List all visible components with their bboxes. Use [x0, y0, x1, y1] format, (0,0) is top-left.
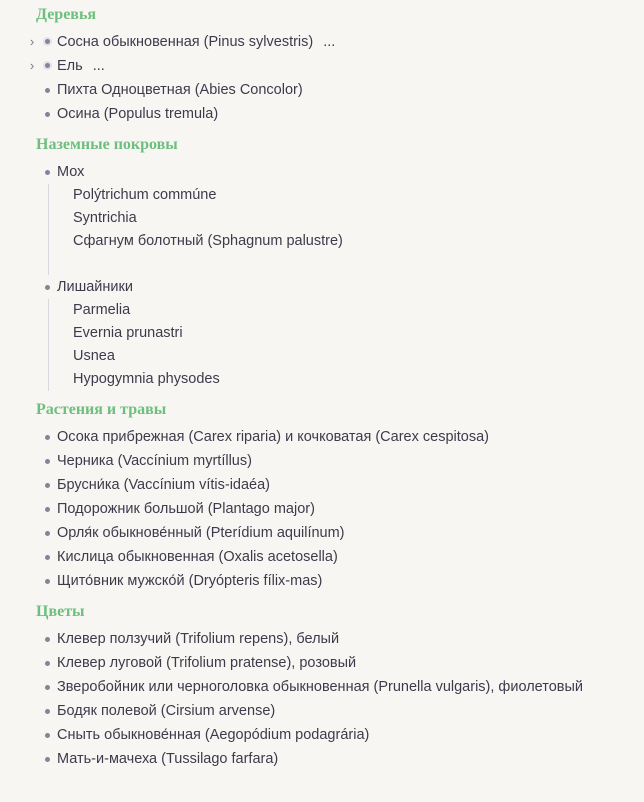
outline-item[interactable] — [0, 425, 644, 449]
child-item[interactable]: Parmelia — [73, 302, 131, 318]
item-label[interactable]: Мать-и-мачеха (Tussilago farfara) — [57, 751, 279, 767]
outline-item[interactable] — [0, 627, 644, 651]
bullet-dot-icon[interactable] — [45, 757, 50, 762]
child-list — [48, 184, 644, 275]
child-item[interactable]: Evernia prunastri — [73, 325, 183, 341]
section-flowers — [0, 603, 644, 771]
outline-item[interactable] — [0, 102, 644, 126]
outline-item[interactable] — [0, 569, 644, 593]
outline-item[interactable] — [0, 699, 644, 723]
item-label[interactable]: Сныть обыкнове́нная (Aegopódium podagrária) — [57, 727, 370, 743]
item-label[interactable]: Мох — [57, 164, 85, 180]
outline-item[interactable] — [0, 545, 644, 569]
child-item[interactable]: Сфагнум болотный (Sphagnum palustre) — [73, 233, 343, 249]
item-label[interactable]: Пихта Одноцветная (Abies Concolor) — [57, 82, 303, 98]
bullet-dot-icon[interactable] — [43, 37, 52, 46]
bullet-dot-icon[interactable] — [45, 507, 50, 512]
outline-item[interactable] — [0, 275, 644, 299]
outline-item[interactable] — [0, 747, 644, 771]
bullet-dot-icon[interactable] — [45, 88, 50, 93]
outline-item[interactable] — [0, 497, 644, 521]
outline-item[interactable] — [0, 675, 644, 699]
item-label[interactable]: Лишайники — [57, 279, 133, 295]
bullet-dot-icon[interactable] — [45, 709, 50, 714]
bullet-dot-icon[interactable] — [45, 483, 50, 488]
bullet-dot-icon[interactable] — [45, 555, 50, 560]
item-label[interactable]: Осина (Populus tremula) — [57, 106, 219, 122]
outline-item[interactable] — [0, 160, 644, 184]
item-label[interactable]: Бодяк полевой (Cirsium arvense) — [57, 703, 276, 719]
item-label[interactable]: Клевер луговой (Trifolium pratense), розовый — [57, 655, 357, 671]
section-ground-cover — [0, 136, 644, 391]
chevron-right-icon[interactable]: › — [29, 34, 35, 49]
section-heading[interactable]: Деревья — [36, 6, 97, 23]
bullet-dot-icon[interactable] — [45, 435, 50, 440]
item-label[interactable]: Брусни́ка (Vaccínium vítis-idaéa) — [57, 477, 271, 493]
child-item[interactable]: Usnea — [73, 348, 115, 364]
item-label[interactable]: Черника (Vaccínium myrtíllus) — [57, 453, 252, 469]
chevron-right-icon[interactable]: › — [29, 58, 35, 73]
item-label[interactable]: Зверобойник или черноголовка обыкновенная (Prunella vulgaris), фиолетовый — [57, 679, 584, 695]
item-label[interactable]: Подорожник большой (Plantago major) — [57, 501, 315, 517]
item-label[interactable]: Ель — [57, 58, 83, 74]
section-plants — [0, 401, 644, 593]
child-item[interactable]: Hypogymnia physodes — [73, 371, 220, 387]
outline-item[interactable] — [0, 54, 644, 78]
section-heading[interactable]: Цветы — [36, 603, 85, 620]
outline-item[interactable] — [0, 78, 644, 102]
child-item[interactable]: Polýtrichum commúne — [73, 187, 217, 203]
bullet-dot-icon[interactable] — [45, 661, 50, 666]
bullet-dot-icon[interactable] — [45, 733, 50, 738]
outline-item[interactable] — [0, 723, 644, 747]
child-item[interactable]: Syntrichia — [73, 210, 137, 226]
outline-item[interactable] — [0, 473, 644, 497]
outline-item[interactable] — [0, 449, 644, 473]
item-label[interactable]: Кислица обыкновенная (Oxalis acetosella) — [57, 549, 338, 565]
bullet-dot-icon[interactable] — [45, 637, 50, 642]
item-label[interactable]: Клевер ползучий (Trifolium repens), белый — [57, 631, 340, 647]
bullet-dot-icon[interactable] — [45, 579, 50, 584]
item-label[interactable]: Сосна обыкновенная (Pinus sylvestris) — [57, 34, 314, 50]
bullet-dot-icon[interactable] — [45, 531, 50, 536]
bullet-dot-icon[interactable] — [45, 285, 50, 290]
child-list — [48, 299, 644, 391]
item-label[interactable]: Осока прибрежная (Carex riparia) и кочковатая (Carex cespitosa) — [57, 429, 489, 445]
collapsed-ellipsis[interactable]: ... — [92, 58, 105, 74]
bullet-dot-icon[interactable] — [45, 685, 50, 690]
section-heading[interactable]: Наземные покровы — [36, 136, 178, 153]
item-label[interactable]: Щито́вник мужско́й (Dryópteris fílix-mas) — [57, 573, 323, 589]
section-trees — [0, 6, 644, 126]
bullet-dot-icon[interactable] — [45, 112, 50, 117]
collapsed-ellipsis[interactable]: ... — [323, 34, 336, 50]
bullet-dot-icon[interactable] — [43, 61, 52, 70]
bullet-dot-icon[interactable] — [45, 459, 50, 464]
outline-item[interactable] — [0, 651, 644, 675]
bullet-dot-icon[interactable] — [45, 170, 50, 175]
item-label[interactable]: Орля́к обыкнове́нный (Pterídium aquilínum) — [57, 525, 345, 541]
outline-item[interactable] — [0, 30, 644, 54]
section-heading[interactable]: Растения и травы — [36, 401, 167, 418]
outline-item[interactable] — [0, 521, 644, 545]
